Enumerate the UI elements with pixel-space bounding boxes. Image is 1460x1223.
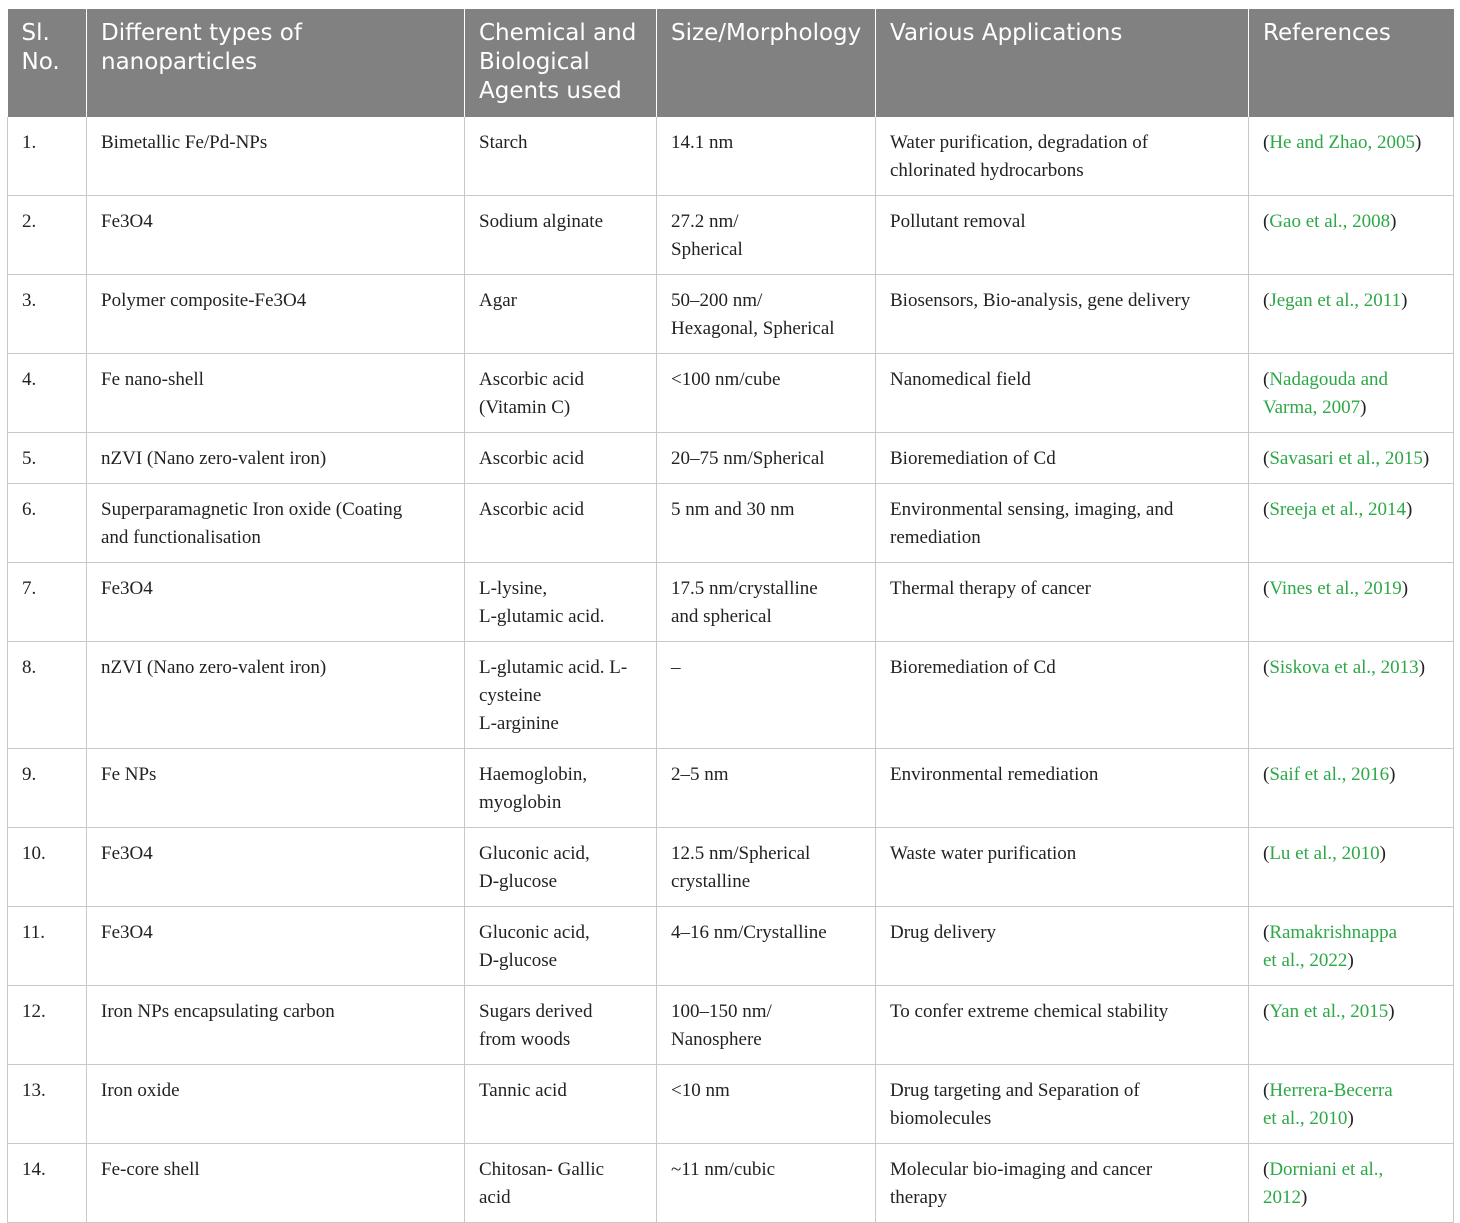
- table-row: [8, 563, 1454, 642]
- header-references: [1249, 9, 1454, 117]
- cell-line: L-glutamic acid. L-: [479, 657, 628, 678]
- cell-nanoparticle-type: [87, 433, 465, 484]
- cell-applications: [876, 1144, 1249, 1223]
- cell-size-morphology: [657, 196, 876, 275]
- header-sl-no: [8, 9, 87, 117]
- cell-size-morphology: [657, 484, 876, 563]
- cell-sl-no: 1.: [8, 117, 87, 196]
- cell-reference: [1249, 642, 1454, 749]
- table-row: [8, 642, 1454, 749]
- cell-line: D-glucose: [479, 950, 558, 971]
- cell-line: Bioremediation of Cd: [890, 657, 1056, 678]
- cell-line: ~11 nm/cubic: [671, 1159, 776, 1180]
- reference-link[interactable]: et al., 2010: [1263, 1108, 1348, 1129]
- cell-line: Waste water purification: [890, 843, 1077, 864]
- table-body: [8, 117, 1454, 1223]
- reference-line: et al., 2022): [1263, 950, 1354, 971]
- header-line: Sl.: [21, 20, 50, 46]
- cell-line: Nanomedical field: [890, 369, 1031, 390]
- cell-line: Iron oxide: [101, 1080, 180, 1101]
- cell-line: Chitosan- Gallic: [479, 1159, 605, 1180]
- cell-line: Fe nano-shell: [101, 369, 204, 390]
- cell-reference: [1249, 196, 1454, 275]
- cell-line: Spherical: [671, 239, 743, 260]
- header-line: No.: [21, 49, 60, 75]
- cell-line: <10 nm: [671, 1080, 730, 1101]
- reference-line: (Herrera-Becerra: [1263, 1080, 1393, 1101]
- cell-reference: [1249, 986, 1454, 1065]
- cell-line: <100 nm/cube: [671, 369, 781, 390]
- cell-line: Nanosphere: [671, 1029, 762, 1050]
- cell-agents: [465, 907, 657, 986]
- cell-agents: [465, 117, 657, 196]
- header-line: Biological: [479, 49, 590, 75]
- reference-link[interactable]: Saif et al., 2016: [1269, 764, 1390, 785]
- cell-line: D-glucose: [479, 871, 558, 892]
- cell-agents: [465, 828, 657, 907]
- header-line: Size/Morphology: [671, 20, 862, 46]
- cell-line: therapy: [890, 1187, 947, 1208]
- header-line: Chemical and: [479, 20, 637, 46]
- cell-nanoparticle-type: [87, 484, 465, 563]
- cell-line: Fe3O4: [101, 843, 153, 864]
- cell-nanoparticle-type: [87, 1065, 465, 1144]
- cell-size-morphology: [657, 986, 876, 1065]
- nanoparticles-table: [7, 9, 1454, 1223]
- cell-applications: [876, 907, 1249, 986]
- cell-line: Fe NPs: [101, 764, 157, 785]
- cell-line: 14.1 nm: [671, 132, 734, 153]
- cell-applications: [876, 275, 1249, 354]
- cell-line: Biosensors, Bio-analysis, gene delivery: [890, 290, 1191, 311]
- cell-nanoparticle-type: [87, 563, 465, 642]
- cell-reference: [1249, 275, 1454, 354]
- cell-size-morphology: [657, 117, 876, 196]
- reference-link[interactable]: Varma, 2007: [1263, 397, 1361, 418]
- cell-size-morphology: [657, 642, 876, 749]
- cell-size-morphology: [657, 907, 876, 986]
- table-row: [8, 749, 1454, 828]
- header-size-morphology: [657, 9, 876, 117]
- table-row: [8, 354, 1454, 433]
- reference-line: et al., 2010): [1263, 1108, 1354, 1129]
- reference-link[interactable]: Herrera-Becerra: [1269, 1080, 1393, 1101]
- reference-link[interactable]: Nadagouda and: [1269, 369, 1389, 390]
- cell-sl-no: 3.: [8, 275, 87, 354]
- cell-reference: [1249, 354, 1454, 433]
- cell-line: and functionalisation: [101, 527, 261, 548]
- cell-agents: [465, 433, 657, 484]
- cell-sl-no: 8.: [8, 642, 87, 749]
- reference-link[interactable]: Gao et al., 2008: [1269, 211, 1391, 232]
- reference-line: (Jegan et al., 2011): [1263, 290, 1408, 311]
- cell-nanoparticle-type: [87, 986, 465, 1065]
- reference-line: 2012): [1263, 1187, 1308, 1208]
- cell-agents: [465, 354, 657, 433]
- reference-line: (Gao et al., 2008): [1263, 211, 1397, 232]
- cell-sl-no: 4.: [8, 354, 87, 433]
- cell-size-morphology: [657, 354, 876, 433]
- cell-line: Fe3O4: [101, 578, 153, 599]
- table-row: [8, 484, 1454, 563]
- cell-line: Gluconic acid,: [479, 922, 590, 943]
- header-line: References: [1263, 20, 1391, 46]
- cell-applications: [876, 828, 1249, 907]
- cell-reference: [1249, 484, 1454, 563]
- cell-line: Iron NPs encapsulating carbon: [101, 1001, 335, 1022]
- reference-line: (He and Zhao, 2005): [1263, 132, 1422, 153]
- cell-line: from woods: [479, 1029, 571, 1050]
- cell-sl-no: 2.: [8, 196, 87, 275]
- table-row: [8, 907, 1454, 986]
- cell-line: nZVI (Nano zero-valent iron): [101, 657, 327, 678]
- cell-line: cysteine: [479, 685, 542, 706]
- cell-nanoparticle-type: [87, 749, 465, 828]
- cell-sl-no: 12.: [8, 986, 87, 1065]
- table-row: [8, 433, 1454, 484]
- cell-line: 5 nm and 30 nm: [671, 499, 795, 520]
- cell-reference: [1249, 563, 1454, 642]
- cell-line: remediation: [890, 527, 981, 548]
- reference-line: (Savasari et al., 2015): [1263, 448, 1430, 469]
- cell-size-morphology: [657, 828, 876, 907]
- cell-line: L-glutamic acid.: [479, 606, 605, 627]
- cell-line: Molecular bio-imaging and cancer: [890, 1159, 1153, 1180]
- reference-link[interactable]: Sreeja et al., 2014: [1269, 499, 1406, 520]
- cell-line: Hexagonal, Spherical: [671, 318, 835, 339]
- cell-line: –: [671, 657, 681, 678]
- cell-agents: [465, 642, 657, 749]
- cell-line: 2–5 nm: [671, 764, 729, 785]
- cell-reference: [1249, 907, 1454, 986]
- cell-line: Haemoglobin,: [479, 764, 588, 785]
- table-row: [8, 196, 1454, 275]
- reference-link[interactable]: Ramakrishnappa: [1269, 922, 1398, 943]
- reference-link[interactable]: Jegan et al., 2011: [1269, 290, 1402, 311]
- cell-reference: [1249, 117, 1454, 196]
- cell-line: Superparamagnetic Iron oxide (Coating: [101, 499, 403, 520]
- table-row: [8, 1144, 1454, 1223]
- reference-link[interactable]: 2012: [1263, 1187, 1301, 1208]
- cell-nanoparticle-type: [87, 907, 465, 986]
- cell-line: Pollutant removal: [890, 211, 1026, 232]
- reference-line: Varma, 2007): [1263, 397, 1367, 418]
- cell-nanoparticle-type: [87, 196, 465, 275]
- cell-agents: [465, 749, 657, 828]
- cell-line: 4–16 nm/Crystalline: [671, 922, 827, 943]
- reference-line: (Saif et al., 2016): [1263, 764, 1396, 785]
- header-applications: [876, 9, 1249, 117]
- cell-nanoparticle-type: [87, 275, 465, 354]
- cell-applications: [876, 196, 1249, 275]
- cell-line: 12.5 nm/Spherical: [671, 843, 811, 864]
- cell-applications: [876, 117, 1249, 196]
- cell-sl-no: 13.: [8, 1065, 87, 1144]
- cell-reference: [1249, 749, 1454, 828]
- header-line: Different types of nanoparticles: [101, 20, 302, 75]
- cell-applications: [876, 749, 1249, 828]
- header-agents: [465, 9, 657, 117]
- cell-line: Environmental sensing, imaging, and: [890, 499, 1174, 520]
- cell-line: chlorinated hydrocarbons: [890, 160, 1084, 181]
- cell-line: 27.2 nm/: [671, 211, 739, 232]
- cell-line: Thermal therapy of cancer: [890, 578, 1091, 599]
- cell-sl-no: 10.: [8, 828, 87, 907]
- cell-reference: [1249, 1144, 1454, 1223]
- header-line: Various Applications: [890, 20, 1123, 46]
- cell-applications: [876, 354, 1249, 433]
- cell-line: 17.5 nm/crystalline: [671, 578, 818, 599]
- cell-line: 20–75 nm/Spherical: [671, 448, 825, 469]
- table-header: [8, 9, 1454, 117]
- header-nanoparticle-type: [87, 9, 465, 117]
- cell-nanoparticle-type: [87, 117, 465, 196]
- cell-agents: [465, 986, 657, 1065]
- cell-line: 100–150 nm/: [671, 1001, 772, 1022]
- reference-link[interactable]: Siskova et al., 2013: [1269, 657, 1419, 678]
- cell-line: Ascorbic acid: [479, 499, 584, 520]
- cell-line: Sugars derived: [479, 1001, 593, 1022]
- cell-line: Ascorbic acid: [479, 448, 584, 469]
- cell-line: L-lysine,: [479, 578, 548, 599]
- cell-reference: [1249, 1065, 1454, 1144]
- cell-applications: [876, 642, 1249, 749]
- cell-size-morphology: [657, 563, 876, 642]
- cell-sl-no: 7.: [8, 563, 87, 642]
- cell-agents: [465, 1144, 657, 1223]
- cell-line: Starch: [479, 132, 528, 153]
- cell-line: myoglobin: [479, 792, 562, 813]
- cell-nanoparticle-type: [87, 642, 465, 749]
- cell-line: Fe-core shell: [101, 1159, 200, 1180]
- cell-line: Water purification, degradation of: [890, 132, 1149, 153]
- reference-link[interactable]: Dorniani et al.,: [1269, 1159, 1384, 1180]
- cell-size-morphology: [657, 275, 876, 354]
- cell-agents: [465, 196, 657, 275]
- reference-line: (Vines et al., 2019): [1263, 578, 1409, 599]
- cell-line: Drug targeting and Separation of: [890, 1080, 1140, 1101]
- cell-line: and spherical: [671, 606, 772, 627]
- cell-applications: [876, 433, 1249, 484]
- table-row: [8, 828, 1454, 907]
- cell-sl-no: 6.: [8, 484, 87, 563]
- reference-link[interactable]: Yan et al., 2015: [1269, 1001, 1389, 1022]
- cell-line: Agar: [479, 290, 517, 311]
- cell-line: (Vitamin C): [479, 397, 571, 418]
- cell-size-morphology: [657, 749, 876, 828]
- cell-reference: [1249, 828, 1454, 907]
- reference-link[interactable]: Savasari et al., 2015: [1269, 448, 1423, 469]
- table-row: [8, 986, 1454, 1065]
- cell-line: L-arginine: [479, 713, 559, 734]
- reference-line: (Lu et al., 2010): [1263, 843, 1386, 864]
- cell-sl-no: 14.: [8, 1144, 87, 1223]
- cell-applications: [876, 484, 1249, 563]
- cell-line: biomolecules: [890, 1108, 992, 1129]
- table-row: [8, 275, 1454, 354]
- reference-link[interactable]: et al., 2022: [1263, 950, 1348, 971]
- cell-line: nZVI (Nano zero-valent iron): [101, 448, 327, 469]
- cell-applications: [876, 563, 1249, 642]
- cell-line: crystalline: [671, 871, 751, 892]
- cell-agents: [465, 484, 657, 563]
- cell-size-morphology: [657, 1144, 876, 1223]
- cell-line: Bioremediation of Cd: [890, 448, 1056, 469]
- cell-nanoparticle-type: [87, 354, 465, 433]
- cell-line: 50–200 nm/: [671, 290, 763, 311]
- cell-sl-no: 11.: [8, 907, 87, 986]
- reference-line: (Dorniani et al.,: [1263, 1159, 1384, 1180]
- cell-line: Tannic acid: [479, 1080, 567, 1101]
- cell-sl-no: 5.: [8, 433, 87, 484]
- reference-line: (Sreeja et al., 2014): [1263, 499, 1413, 520]
- cell-agents: [465, 275, 657, 354]
- header-line: Agents used: [479, 78, 622, 104]
- cell-line: acid: [479, 1187, 511, 1208]
- cell-agents: [465, 1065, 657, 1144]
- cell-applications: [876, 986, 1249, 1065]
- cell-line: Gluconic acid,: [479, 843, 590, 864]
- reference-link[interactable]: He and Zhao, 2005: [1269, 132, 1415, 153]
- cell-nanoparticle-type: [87, 828, 465, 907]
- cell-applications: [876, 1065, 1249, 1144]
- reference-line: (Siskova et al., 2013): [1263, 657, 1426, 678]
- table-row: [8, 1065, 1454, 1144]
- table-row: [8, 117, 1454, 196]
- cell-line: Sodium alginate: [479, 211, 604, 232]
- cell-line: Bimetallic Fe/Pd-NPs: [101, 132, 268, 153]
- cell-line: Fe3O4: [101, 211, 153, 232]
- cell-nanoparticle-type: [87, 1144, 465, 1223]
- cell-line: Environmental remediation: [890, 764, 1099, 785]
- reference-link[interactable]: Lu et al., 2010: [1269, 843, 1380, 864]
- header-row: [8, 9, 1454, 117]
- reference-line: (Yan et al., 2015): [1263, 1001, 1395, 1022]
- cell-sl-no: 9.: [8, 749, 87, 828]
- cell-reference: [1249, 433, 1454, 484]
- cell-size-morphology: [657, 433, 876, 484]
- cell-line: To confer extreme chemical stability: [890, 1001, 1169, 1022]
- reference-line: (Nadagouda and: [1263, 369, 1389, 390]
- cell-line: Polymer composite-Fe3O4: [101, 290, 307, 311]
- cell-line: Ascorbic acid: [479, 369, 584, 390]
- reference-link[interactable]: Vines et al., 2019: [1269, 578, 1402, 599]
- cell-size-morphology: [657, 1065, 876, 1144]
- cell-line: Fe3O4: [101, 922, 153, 943]
- reference-line: (Ramakrishnappa: [1263, 922, 1398, 943]
- cell-line: Drug delivery: [890, 922, 997, 943]
- cell-agents: [465, 563, 657, 642]
